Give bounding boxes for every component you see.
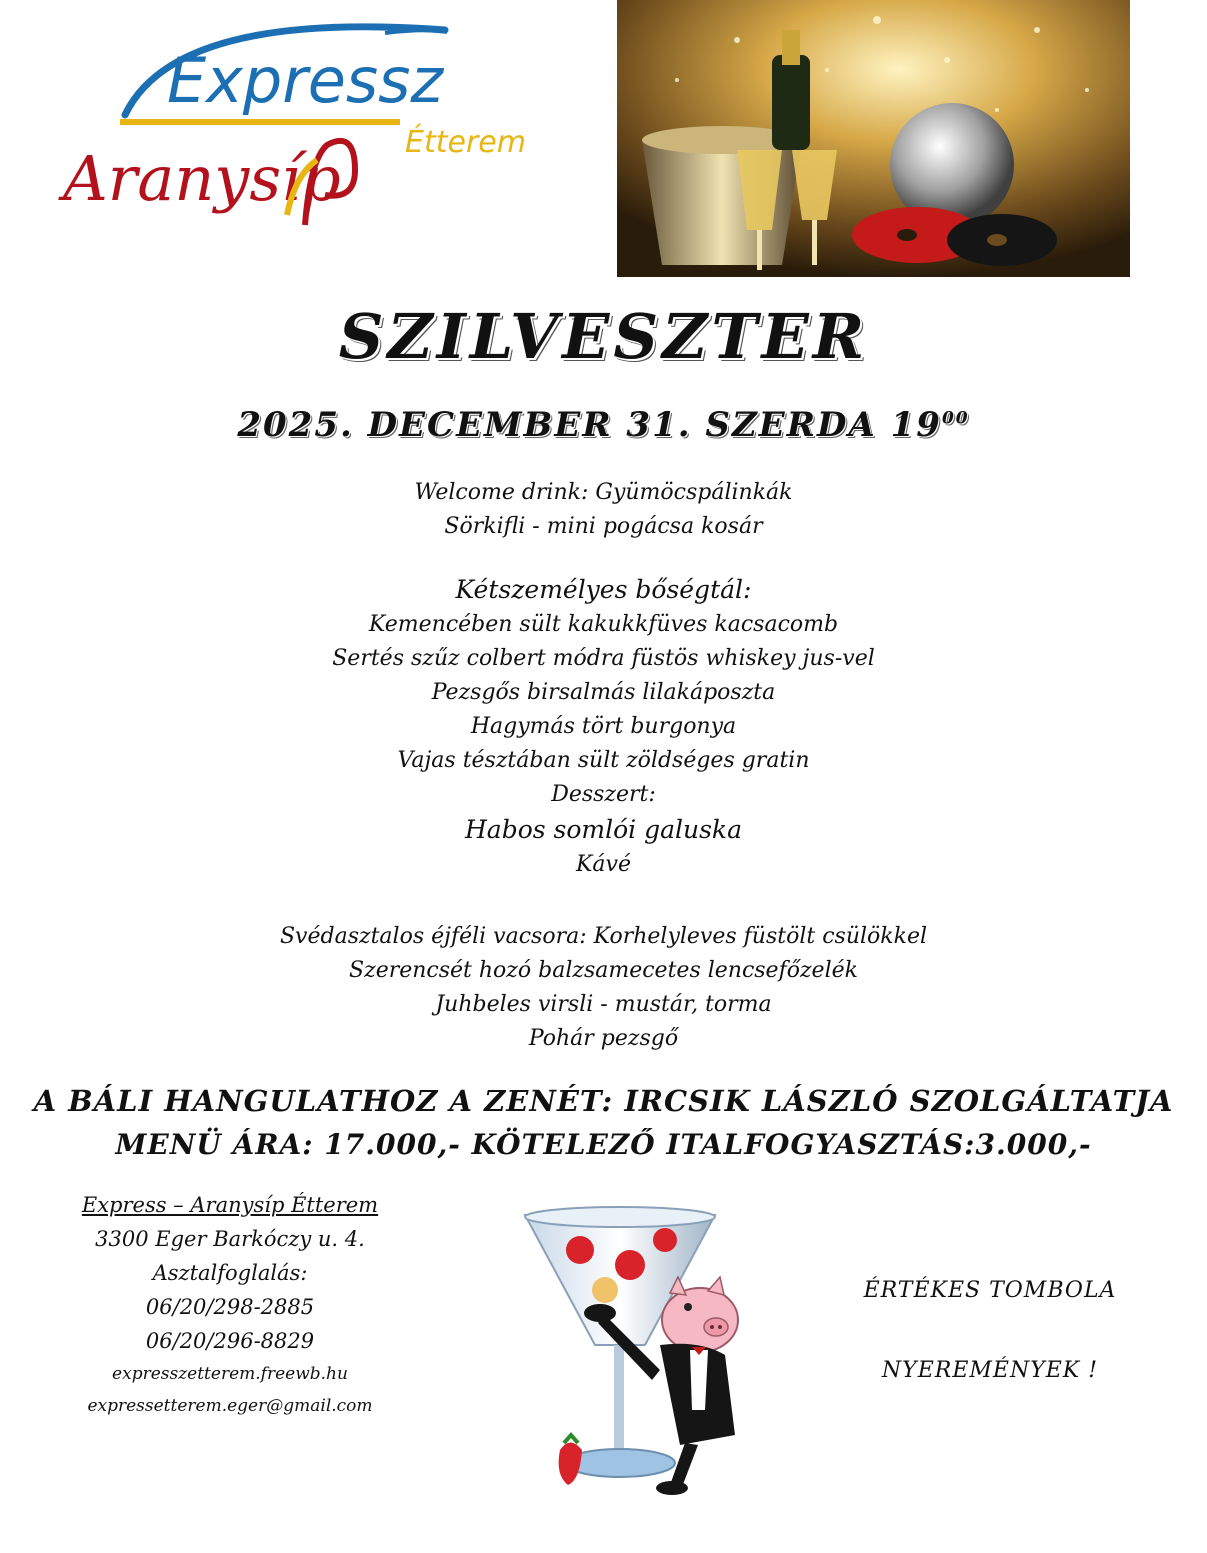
website-text: expresszetterem.freewb.hu: [112, 1364, 348, 1384]
cocktail-pig-illustration: [520, 1195, 760, 1500]
menu-midnight-item: Pohár pezsgő: [528, 1026, 679, 1051]
menu-welcome-drink: Welcome drink: Gyümöcspálinkák: [414, 480, 793, 505]
menu-platter-item: Pezsgős birsalmás lilakáposzta: [431, 680, 776, 705]
restaurant-name: Express – Aranysíp Étterem: [81, 1193, 379, 1217]
menu-platter-heading: Kétszemélyes bőségtál:: [455, 575, 752, 604]
music-announcement: A BÁLI HANGULATHOZ A ZENÉT: IRCSIK LÁSZLÓ SZOLGÁLTATJA: [33, 1084, 1174, 1118]
restaurant-logo: [55, 0, 525, 240]
menu-midnight-item: Juhbeles virsli - mustár, torma: [435, 992, 772, 1017]
contact-block: [65, 1188, 395, 1422]
logo-text-aranysip: Aranysíp: [63, 142, 341, 215]
champagne-photo: [617, 0, 1130, 277]
event-date: [0, 405, 1207, 445]
menu-welcome-snack: Sörkifli - mini pogácsa kosár: [444, 514, 763, 539]
menu-midnight-item: Svédasztalos éjféli vacsora: Korhelyleves füstölt csülökkel: [279, 924, 927, 949]
menu-platter-item: Vajas tésztában sült zöldséges gratin: [397, 748, 810, 773]
menu-platter-item: Kemencében sült kakukkfüves kacsacomb: [368, 612, 839, 637]
logo-text-expressz: Expressz: [167, 44, 444, 117]
menu-coffee: Kávé: [576, 852, 631, 877]
booking-label: Asztalfoglalás:: [152, 1261, 308, 1285]
menu-section: [0, 476, 1207, 1056]
raffle-line: ÉRTÉKES TOMBOLA: [863, 1278, 1117, 1303]
menu-dessert: Habos somlói galuska: [464, 815, 742, 844]
menu-platter-item: Hagymás tört burgonya: [470, 714, 737, 739]
restaurant-address: 3300 Eger Barkóczy u. 4.: [95, 1227, 365, 1251]
event-time-superscript: 00: [941, 408, 970, 429]
phone-number: 06/20/298-2885: [145, 1295, 315, 1319]
menu-midnight-item: Szerencsét hozó balzsamecetes lencsefőzelék: [349, 958, 858, 983]
menu-platter-item: Sertés szűz colbert módra füstös whiskey jus-vel: [332, 646, 875, 671]
price-announcement: MENÜ ÁRA: 17.000,- KÖTELEZŐ ITALFOGYASZTÁS:3.000,-: [115, 1128, 1092, 1161]
phone-number: 06/20/296-8829: [145, 1329, 315, 1353]
event-date-text: 2025. DECEMBER 31. SZERDA 19: [237, 405, 942, 445]
prizes-line: NYEREMÉNYEK !: [881, 1358, 1099, 1383]
logo-text-etterem: Étterem: [405, 125, 525, 160]
menu-dessert-heading: Desszert:: [551, 782, 656, 807]
event-title: SZILVESZTER: [338, 300, 869, 373]
email-text: expressetterem.eger@gmail.com: [87, 1396, 373, 1416]
